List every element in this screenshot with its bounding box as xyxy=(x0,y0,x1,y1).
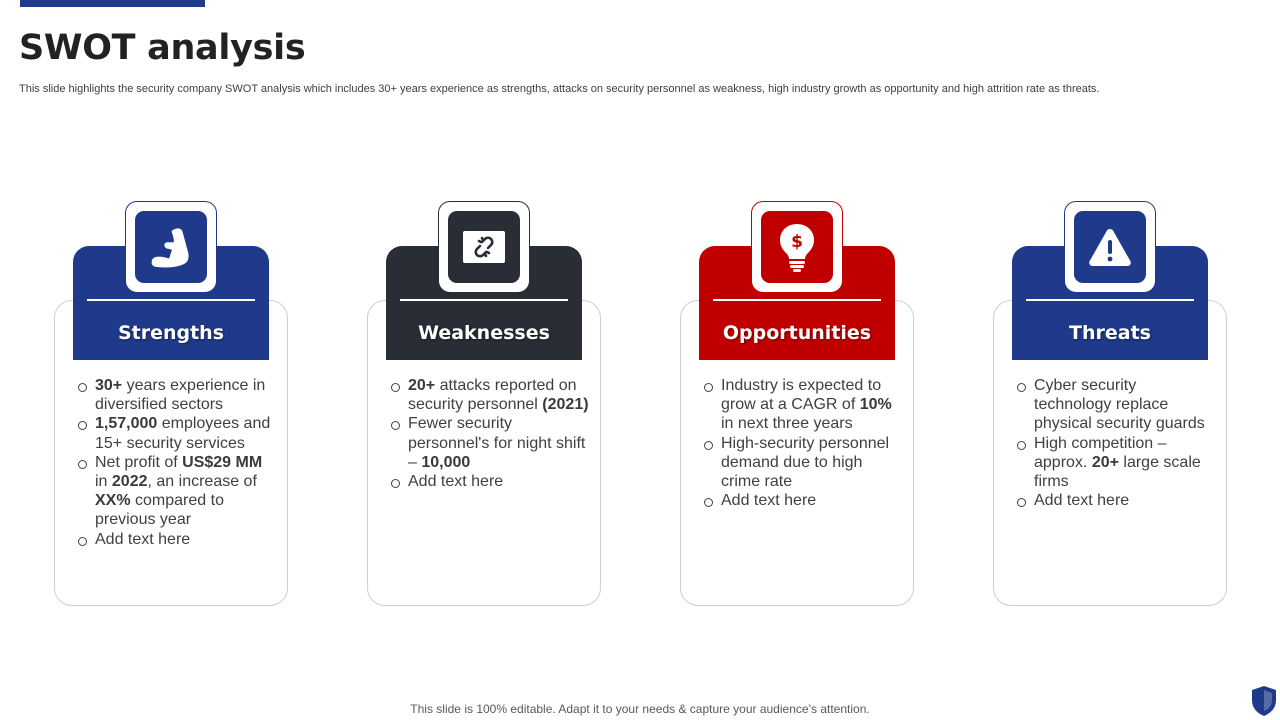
header-divider xyxy=(87,299,255,301)
bullet-text: High competition – approx. xyxy=(1034,434,1167,471)
list-item xyxy=(389,376,589,414)
bullet-text: Net profit of xyxy=(95,453,183,471)
bullet-highlight: XX% xyxy=(95,492,131,510)
bullet-highlight: 2022 xyxy=(111,473,148,491)
list-item xyxy=(702,434,902,492)
list-item xyxy=(1015,434,1215,492)
bullet-highlight: 1,57,000 xyxy=(95,415,158,433)
header-divider xyxy=(713,299,881,301)
bullet-text: in xyxy=(95,473,112,491)
opportunities-title: Opportunities xyxy=(722,322,872,344)
bullet-text: years experience in diversified sectors xyxy=(95,377,266,414)
header-divider xyxy=(400,299,568,301)
bullet-text: large scale firms xyxy=(1034,453,1201,491)
page-title: SWOT analysis xyxy=(19,28,306,68)
bullet-text: compared to previous year xyxy=(95,492,224,529)
bullet-text: Cyber security technology replace physical security guards xyxy=(1034,377,1205,433)
list-item xyxy=(76,453,272,530)
list-item xyxy=(1015,491,1215,510)
list-item xyxy=(76,414,272,452)
bullet-text: , an increase of xyxy=(147,473,257,491)
opportunities-list xyxy=(702,376,902,510)
list-item xyxy=(389,414,589,472)
warning-triangle-icon xyxy=(1088,227,1132,267)
strengths-title: Strengths xyxy=(117,322,225,344)
bullet-highlight: (2021) xyxy=(542,396,589,414)
list-item xyxy=(702,491,902,510)
bullet-highlight: US$29 MM xyxy=(182,453,263,471)
header-divider xyxy=(1026,299,1194,301)
strengths-list xyxy=(76,376,272,549)
dollar-lightbulb-icon xyxy=(777,222,817,272)
list-item xyxy=(389,472,589,491)
bullet-highlight: 20+ xyxy=(1091,453,1119,471)
bullet-highlight: 10,000 xyxy=(421,453,471,471)
bullet-text: Add text here xyxy=(95,530,191,548)
list-item xyxy=(702,376,902,434)
broken-link-icon xyxy=(462,230,506,264)
bullet-text: Add text here xyxy=(408,473,504,491)
weaknesses-badge xyxy=(438,201,530,293)
weaknesses-title: Weaknesses xyxy=(418,322,550,344)
bullet-text: Add text here xyxy=(721,492,817,510)
list-item xyxy=(76,376,272,414)
bullet-text: High-security personnel demand due to high crime rate xyxy=(721,434,890,491)
bullet-highlight: 30+ xyxy=(95,377,123,394)
strengths-badge xyxy=(125,201,217,293)
flexed-bicep-icon xyxy=(148,224,194,270)
bullet-text: employees and 15+ security services xyxy=(95,415,271,452)
opportunities-badge xyxy=(751,201,843,293)
accent-bar xyxy=(20,0,205,7)
weaknesses-list xyxy=(389,376,589,491)
threats-badge xyxy=(1064,201,1156,293)
slide-footer: This slide is 100% editable. Adapt it to your needs & capture your audience’s attention. xyxy=(410,702,870,716)
bullet-text: Add text here xyxy=(1034,492,1130,510)
bullet-text: attacks reported on security personnel xyxy=(408,377,577,414)
bullet-text: Industry is expected to grow at a CAGR of xyxy=(721,377,882,414)
shield-logo-icon xyxy=(1250,685,1278,717)
bullet-text: Fewer security personnel's for night shift – xyxy=(408,415,586,471)
bullet-text: in next three years xyxy=(721,415,853,433)
threats-title: Threats xyxy=(1069,322,1151,344)
list-item xyxy=(76,530,272,549)
bullet-highlight: 20+ xyxy=(408,377,436,394)
slide-subtitle: This slide highlights the security company SWOT analysis which includes 30+ years experience as strengths, attacks on security personnel as weakness, high industry growth as opportunity and high attrition rate as threats. xyxy=(19,83,1100,95)
bullet-highlight: 10% xyxy=(859,396,892,414)
list-item xyxy=(1015,376,1215,434)
threats-list xyxy=(1015,376,1215,510)
svg-text:$: $ xyxy=(791,232,803,252)
